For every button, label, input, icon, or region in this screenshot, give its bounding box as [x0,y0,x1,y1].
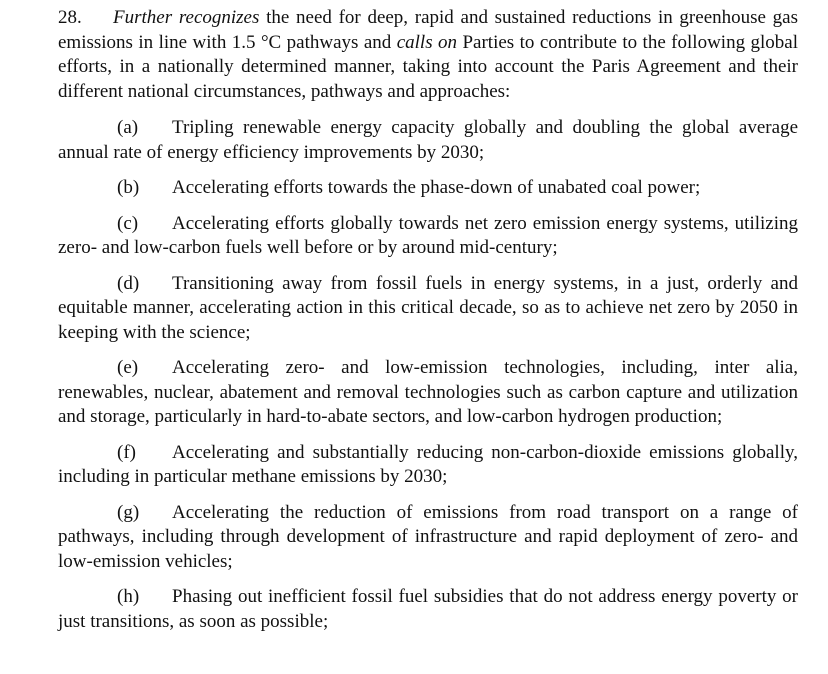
item-label: (h) [117,586,140,607]
mid-italic-phrase: calls on [396,31,458,53]
list-item-c [58,212,798,261]
item-label: (f) [117,441,136,463]
item-label: (a) [117,117,139,138]
item-label: (e) [117,357,139,378]
item-label: (d) [117,272,140,294]
item-text: Accelerating efforts globally towards net zero emission energy systems, utilizing zero- and low-carbon fuels well before or by around mid-century; [58,212,798,258]
list-item-a [58,116,798,165]
list-item-g [58,501,798,575]
item-text: Accelerating and substantially reducing non-carbon-dioxide emissions globally, including in particular methane emissions by 2030; [58,441,798,487]
document-page [58,6,798,634]
list-item-f [58,441,798,490]
paragraph-number: 28. [58,7,82,28]
paragraph-text-part1: the need for deep, rapid and sustained reductions in greenhouse gas emissions in line with 1.5 °C pathways and [58,7,798,53]
item-label: (c) [117,212,139,234]
item-text: Accelerating efforts towards the phase-down of unabated coal power; [172,177,701,198]
item-label: (g) [117,501,140,523]
list-item-e [58,356,798,430]
item-text: Accelerating the reduction of emissions from road transport on a range of pathways, including through development of infrastructure and rapid deployment of zero- and low-emission vehicles; [58,501,798,572]
paragraph-28 [58,6,798,104]
item-label: (b) [117,177,140,198]
paragraph-text-part2: Parties to contribute to the following global efforts, in a nationally determined manner, taking into account the Paris Agreement and their different national circumstances, pathways and approaches: [58,31,798,102]
lead-italic-phrase: Further recognizes [113,7,260,28]
list-item-h [58,585,798,634]
item-text: Phasing out inefficient fossil fuel subsidies that do not address energy poverty or just transitions, as soon as possible; [58,586,798,632]
item-text: Transitioning away from fossil fuels in energy systems, in a just, orderly and equitable manner, accelerating action in this critical decade, so as to achieve net zero by 2050 in keeping with the science; [58,272,798,343]
item-text: Tripling renewable energy capacity globally and doubling the global average annual rate of energy efficiency improvements by 2030; [58,117,798,163]
list-item-b [58,176,798,201]
list-item-d [58,272,798,346]
item-text: Accelerating zero- and low-emission technologies, including, inter alia, renewables, nuclear, abatement and removal technologies such as carbon capture and utilization and storage, particularly in hard-to-abate sectors, and low-carbon hydrogen production; [58,357,798,427]
